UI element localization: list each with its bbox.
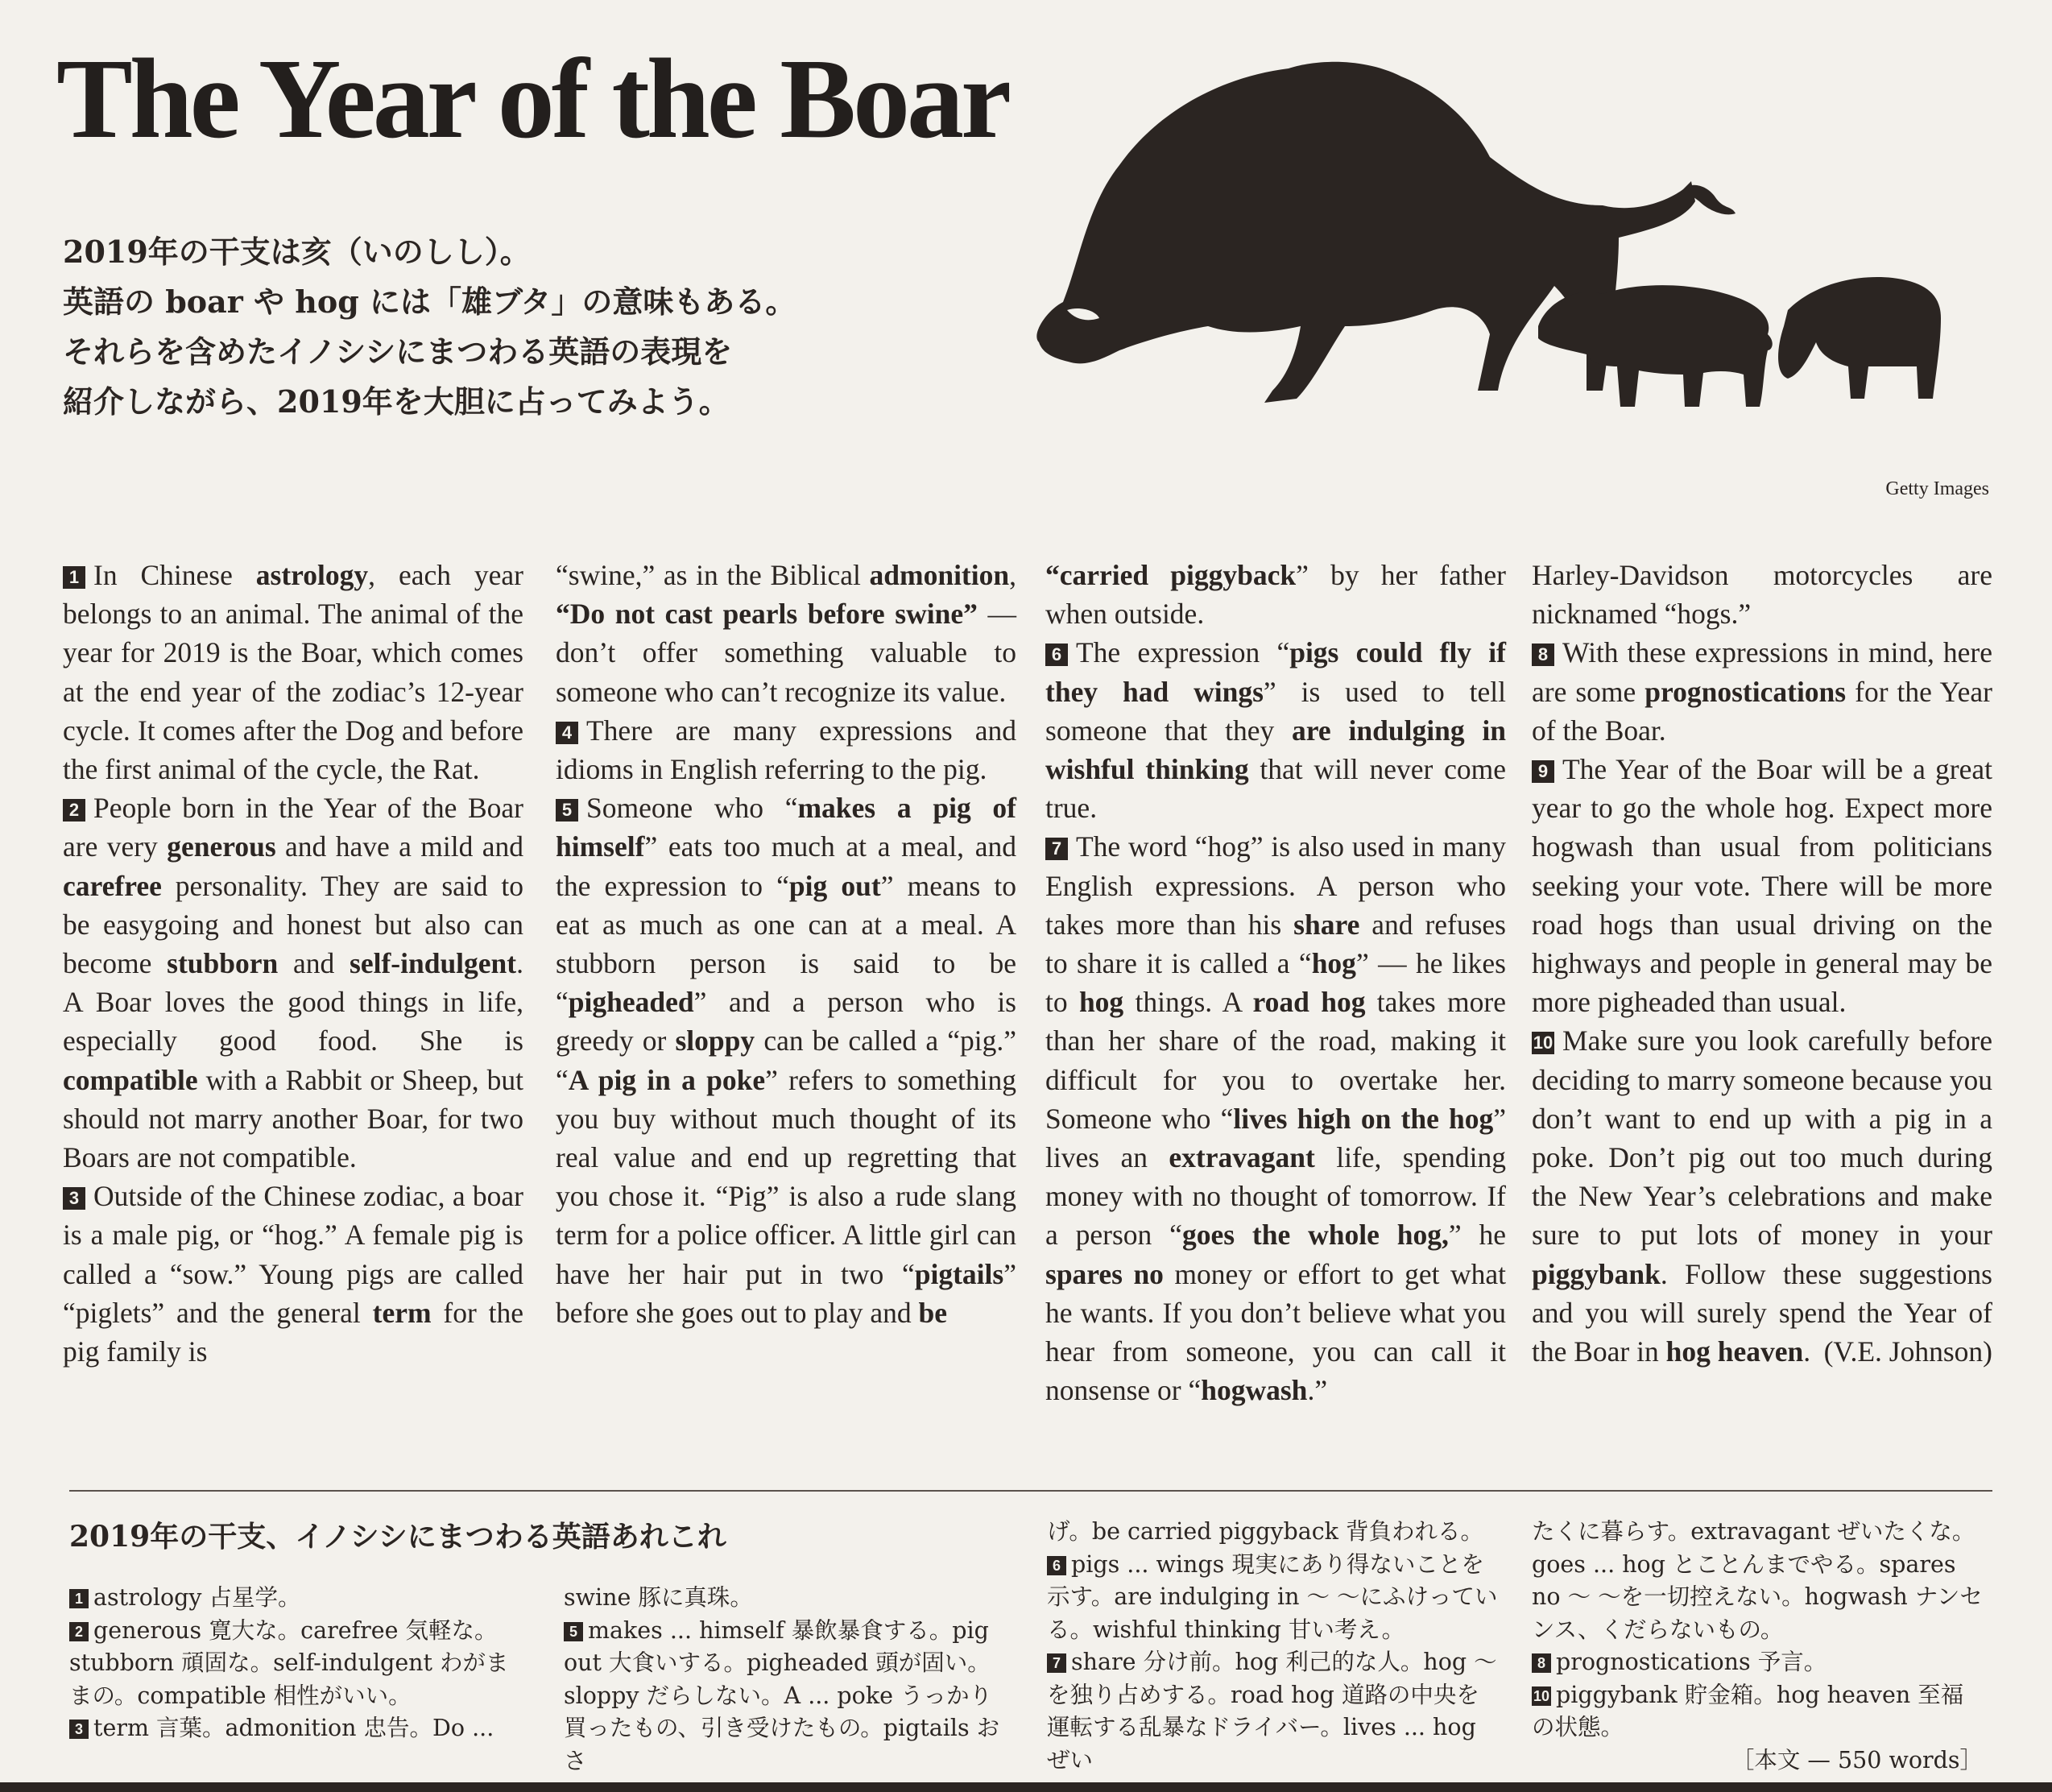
key-phrase: hogwash: [1201, 1374, 1308, 1407]
glossary-text: share 分け前。hog 利己的な人。hog 〜 を独り占めする。road hog 道路の中央を運転する乱暴なドライバー。lives ... hog ぜい: [1047, 1649, 1497, 1773]
glossary-entry: [69, 1615, 520, 1713]
article-paragraph: [1532, 556, 1992, 633]
boar-silhouette-illustration: [1023, 44, 1957, 415]
piglet-icon: [1538, 285, 1773, 407]
key-phrase: compatible: [63, 1063, 198, 1096]
text-run: In Chinese: [93, 559, 256, 591]
article-paragraph: [1045, 827, 1506, 1409]
key-phrase: be: [918, 1296, 948, 1329]
paragraph-number-badge: 9: [1532, 760, 1554, 783]
glossary-number-badge: 8: [1532, 1653, 1551, 1673]
paragraph-number-badge: 2: [63, 799, 85, 822]
text-run: ” he: [1448, 1219, 1507, 1252]
key-phrase: self-indulgent: [350, 947, 517, 980]
text-run: ” lives an: [1045, 1102, 1506, 1174]
key-phrase: piggybank: [1532, 1257, 1661, 1290]
intro-line: それらを含めたイノシシにまつわる英語の表現を: [63, 333, 733, 370]
text-run: There are many expressions and idioms in English referring to the pig.: [556, 714, 1016, 786]
text-run: Outside of the Chinese zodiac, a boar is a male pig, or “hog.” A female pig is called a “sow.” Young pigs are called “piglets” and the general: [63, 1180, 523, 1329]
text-run: The expression “: [1076, 636, 1290, 669]
glossary-number-badge: 3: [69, 1720, 89, 1739]
key-phrase: A pig in a poke: [568, 1063, 766, 1096]
text-run: , each year belongs to an animal. The animal of the year for 2019 is the Boar, which comes at the end year of the zodiac’s 12-year cycle. It comes after the Dog and before the first animal of the cycle, the Rat.: [63, 559, 523, 786]
key-phrase: prognostications: [1644, 675, 1847, 708]
glossary-entry: [564, 1582, 1015, 1615]
glossary-text: generous 寛大な。carefree 気軽な。stubborn 頑固な。self-indulgent わがままの。compatible 相性がいい。: [69, 1616, 509, 1709]
text-run: money or effort to get what he wants. If you don’t believe what you hear from someone, you can call it nonsense or “: [1045, 1257, 1506, 1407]
paragraph-number-badge: 8: [1532, 644, 1554, 666]
glossary-text: swine 豚に真珠。: [564, 1584, 753, 1611]
glossary-text: げ。be carried piggyback 背負われる。: [1047, 1518, 1483, 1545]
glossary-column-2: [564, 1582, 1015, 1778]
text-run: Harley-Davidson motorcycles are nicknamed “hogs.”: [1532, 559, 1992, 631]
text-run: The Year of the Boar will be a great year to go the whole hog. Expect more hogwash than usual from politicians seeking your vote. There will be more road hogs than usual driving on the highways and people in general may be more pigheaded than usual.: [1532, 753, 1992, 1019]
glossary-text: astrology 占星学。: [93, 1584, 301, 1611]
text-run: for the Year of the Boar.: [1532, 675, 1992, 747]
text-run: ,: [1009, 559, 1016, 591]
article-column-2: [556, 556, 1016, 1332]
article-paragraph: [1532, 750, 1992, 1021]
glossary-number-badge: 2: [69, 1622, 89, 1641]
key-phrase: admonition: [869, 559, 1010, 591]
glossary-entry: [1047, 1549, 1498, 1647]
text-run: ” and a person who is greedy or: [556, 986, 1016, 1057]
key-phrase: lives high on the hog: [1233, 1102, 1494, 1135]
text-run: can be called a “pig.” “: [556, 1024, 1016, 1096]
key-phrase: share: [1293, 908, 1360, 941]
article-paragraph: [556, 788, 1016, 1332]
text-run: things. A: [1123, 986, 1253, 1019]
text-run: .”: [1307, 1374, 1328, 1407]
article-column-3: [1045, 556, 1506, 1409]
key-phrase: spares no: [1045, 1257, 1164, 1290]
text-run: ” by her father when outside.: [1045, 559, 1507, 631]
text-run: “swine,” as in the Biblical: [556, 559, 870, 591]
glossary-entry: [564, 1615, 1015, 1778]
article-paragraph: [63, 556, 523, 788]
glossary-number-badge: 10: [1533, 1687, 1550, 1704]
text-run: . Follow these suggestions and you will surely spend the Year of the Boar in: [1532, 1257, 1992, 1368]
article-title: The Year of the Boar: [56, 35, 1009, 162]
text-run: .: [1803, 1335, 1811, 1368]
glossary-number-badge: 1: [69, 1589, 89, 1608]
text-run: and: [278, 947, 350, 980]
section-divider: [69, 1490, 1992, 1492]
text-run: ” refers to something you buy without much thought of its real value and end up regretting that you chose it. “Pig” is also a rude slang term for a police officer. A little girl can have her hair put in two “: [556, 1063, 1017, 1290]
key-phrase: term: [372, 1296, 432, 1329]
article-paragraph: [63, 788, 523, 1177]
piglet-icon: [1778, 277, 1941, 399]
key-phrase: pigheaded: [568, 986, 694, 1019]
text-run: People born in the Year of the Boar are very: [63, 792, 523, 863]
paragraph-number-badge: 3: [63, 1187, 85, 1210]
glossary-entry: [69, 1582, 520, 1615]
key-phrase: “Do not cast pearls before swine”: [556, 598, 978, 631]
glossary-number-badge: 6: [1047, 1556, 1066, 1575]
article-column-1: [63, 556, 523, 1371]
text-run: ” before she goes out to play and: [556, 1257, 1016, 1329]
glossary-text: piggybank 貯金箱。hog heaven 至福の状態。: [1532, 1681, 1964, 1740]
key-phrase: pigtails: [914, 1257, 1004, 1290]
text-run: Make sure you look carefully before deciding to marry someone because you don’t want to end up with a pig in a poke. Don’t pig out too much during the New Year’s celebrations and make sure to put lots of money in your: [1532, 1024, 1992, 1252]
key-phrase: generous: [167, 830, 276, 863]
key-phrase: hog: [1078, 986, 1124, 1019]
text-run: that will never come true.: [1045, 753, 1506, 825]
text-run: and have a mild and: [275, 830, 524, 863]
article-paragraph: [63, 1177, 523, 1371]
key-phrase: are indulging in wishful thinking: [1045, 714, 1507, 786]
glossary-title: 2019年の干支、イノシシにまつわる英語あれこれ: [69, 1520, 726, 1554]
text-run: ” is used to tell someone that they: [1045, 675, 1506, 747]
key-phrase: sloppy: [675, 1024, 755, 1057]
text-run: takes more than her share of the road, making it difficult for you to overtake her. Someone who “: [1045, 986, 1506, 1135]
paragraph-number-badge: 5: [556, 799, 578, 822]
key-phrase: goes the whole hog,: [1181, 1219, 1449, 1252]
author-byline: (V.E. Johnson): [1823, 1335, 1992, 1368]
key-phrase: pig out: [788, 869, 881, 902]
glossary-text: prognostications 予言。: [1556, 1649, 1827, 1675]
intro-line: 紹介しながら、2019年を大胆に占ってみよう。: [63, 383, 730, 420]
text-run: — don’t offer something valuable to someone who can’t recognize its value.: [556, 598, 1017, 708]
text-run: for the pig family is: [63, 1296, 523, 1368]
text-run: ” eats too much at a meal, and the expression to “: [556, 830, 1016, 902]
key-phrase: hog: [1311, 947, 1356, 980]
key-phrase: stubborn: [167, 947, 279, 980]
paragraph-number-badge: 1: [63, 566, 85, 589]
intro-line: 2019年の干支は亥（いのしし）。: [63, 234, 531, 270]
photo-credit: Getty Images: [1885, 478, 1989, 499]
glossary-entry: [1532, 1679, 1983, 1744]
glossary-entry: [1047, 1646, 1498, 1777]
article-paragraph: [556, 556, 1016, 711]
glossary-column-4: [1532, 1516, 1983, 1777]
glossary-entry: [69, 1712, 520, 1745]
key-phrase: extravagant: [1169, 1141, 1315, 1174]
paragraph-number-badge: 4: [556, 722, 578, 744]
text-run: . A Boar loves the good things in life, especially good food. She is: [63, 947, 523, 1057]
article-paragraph: [1045, 556, 1506, 633]
key-phrase: makes a pig of himself: [556, 792, 1016, 863]
word-count: ［本文 — 550 words］: [1731, 1746, 1983, 1773]
glossary-entry: [1532, 1516, 1983, 1646]
article-paragraph: [1045, 633, 1506, 827]
glossary-text: term 言葉。admonition 忠告。Do ...: [93, 1715, 494, 1741]
glossary-number-badge: 7: [1047, 1653, 1066, 1673]
article-paragraph: [1532, 633, 1992, 750]
text-run: ” means to eat as much as one can at a meal. A stubborn person is said to be “: [556, 869, 1017, 1019]
text-run: personality. They are said to be easygoing and honest but also can become: [63, 869, 523, 980]
intro-text: [63, 227, 989, 427]
paragraph-number-badge: 6: [1045, 644, 1068, 666]
text-run: With these expressions in mind, here are some: [1532, 636, 1992, 708]
key-phrase: hog heaven: [1665, 1335, 1804, 1368]
key-phrase: carefree: [63, 869, 162, 902]
paragraph-number-badge: 7: [1045, 838, 1068, 860]
glossary-text: makes ... himself 暴飲暴食する。pig out 大食いする。pigheaded 頭が固い。sloppy だらしない。A ... poke うっかり買ったもの、引き受けたもの。pigtails おさ: [564, 1616, 1000, 1774]
key-phrase: “carried piggyback: [1045, 559, 1297, 591]
glossary-text: たくに暮らす。extravagant ぜいたくな。goes ... hog とことんまでやる。spares no 〜 〜を一切控えない。hogwash ナンセンス、くだらないもの。: [1532, 1518, 1983, 1643]
article-column-4: [1532, 556, 1992, 1371]
glossary-column-3: [1047, 1516, 1498, 1777]
text-run: Someone who “: [586, 792, 798, 825]
intro-line: 英語の boar や hog には「雄ブタ」の意味もある。: [63, 283, 796, 320]
article-paragraph: [1532, 1021, 1992, 1371]
text-run: and refuses to share it is called a “: [1045, 908, 1506, 980]
glossary-number-badge: 5: [564, 1622, 583, 1641]
glossary-column-1: [69, 1582, 520, 1745]
key-phrase: road hog: [1252, 986, 1366, 1019]
bottom-rule: [0, 1782, 2052, 1792]
paragraph-number-badge: 10: [1533, 1033, 1553, 1053]
text-run: with a Rabbit or Sheep, but should not marry another Boar, for two Boars are not compatible.: [63, 1063, 523, 1174]
article-paragraph: [556, 711, 1016, 788]
glossary-text: pigs ... wings 現実にあり得ないことを示す。are indulging in 〜 〜にふけっている。wishful thinking 甘い考え。: [1047, 1550, 1498, 1643]
glossary-entry: [1532, 1646, 1983, 1679]
glossary-entry: [1047, 1516, 1498, 1549]
text-run: The word “hog” is also used in many English expressions. A person who takes more than his: [1045, 830, 1506, 941]
text-run: life, spending money with no thought of tomorrow. If a person “: [1045, 1141, 1506, 1252]
key-phrase: astrology: [255, 559, 369, 591]
key-phrase: pigs could fly if they had wings: [1045, 636, 1506, 708]
text-run: ” — he likes to: [1045, 947, 1506, 1019]
